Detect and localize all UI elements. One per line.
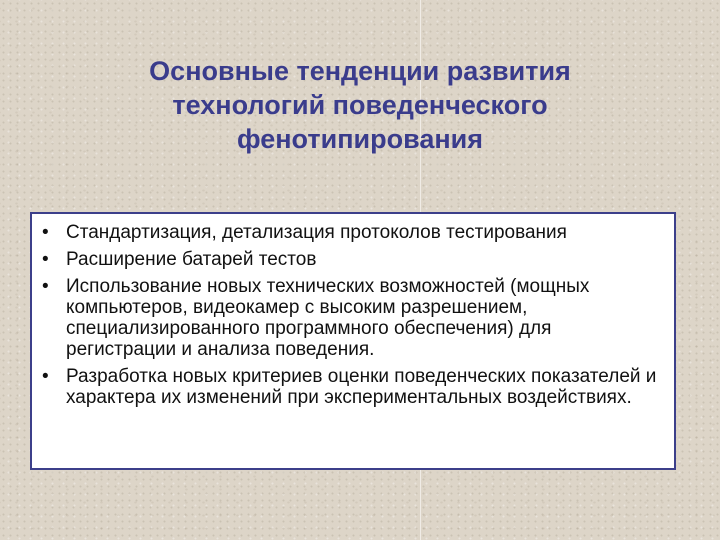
- slide-title: [40, 54, 680, 156]
- title-line-2: технологий поведенческого: [172, 90, 548, 120]
- bullet-icon: •: [42, 276, 49, 297]
- list-item: [40, 222, 662, 243]
- bullet-icon: •: [42, 366, 49, 387]
- title-line-1: Основные тенденции развития: [149, 56, 571, 86]
- list-item: [40, 276, 662, 360]
- bullet-list: [32, 214, 674, 408]
- list-item-text: Разработка новых критериев оценки поведенческих показателей и характера их изменений при экспериментальных воздействиях.: [66, 366, 657, 408]
- list-item: [40, 366, 662, 408]
- list-item-text: Стандартизация, детализация протоколов тестирования: [66, 222, 567, 243]
- bullet-icon: •: [42, 222, 49, 243]
- list-item-text: Расширение батарей тестов: [66, 249, 317, 270]
- bullet-icon: •: [42, 249, 49, 270]
- list-item-text: Использование новых технических возможностей (мощных компьютеров, видеокамер с высоким разрешением, специализированного программного обеспечения) для регистрации и анализа поведения.: [66, 276, 590, 360]
- title-line-3: фенотипирования: [236, 124, 484, 154]
- list-item: [40, 249, 662, 270]
- content-box: [30, 212, 676, 470]
